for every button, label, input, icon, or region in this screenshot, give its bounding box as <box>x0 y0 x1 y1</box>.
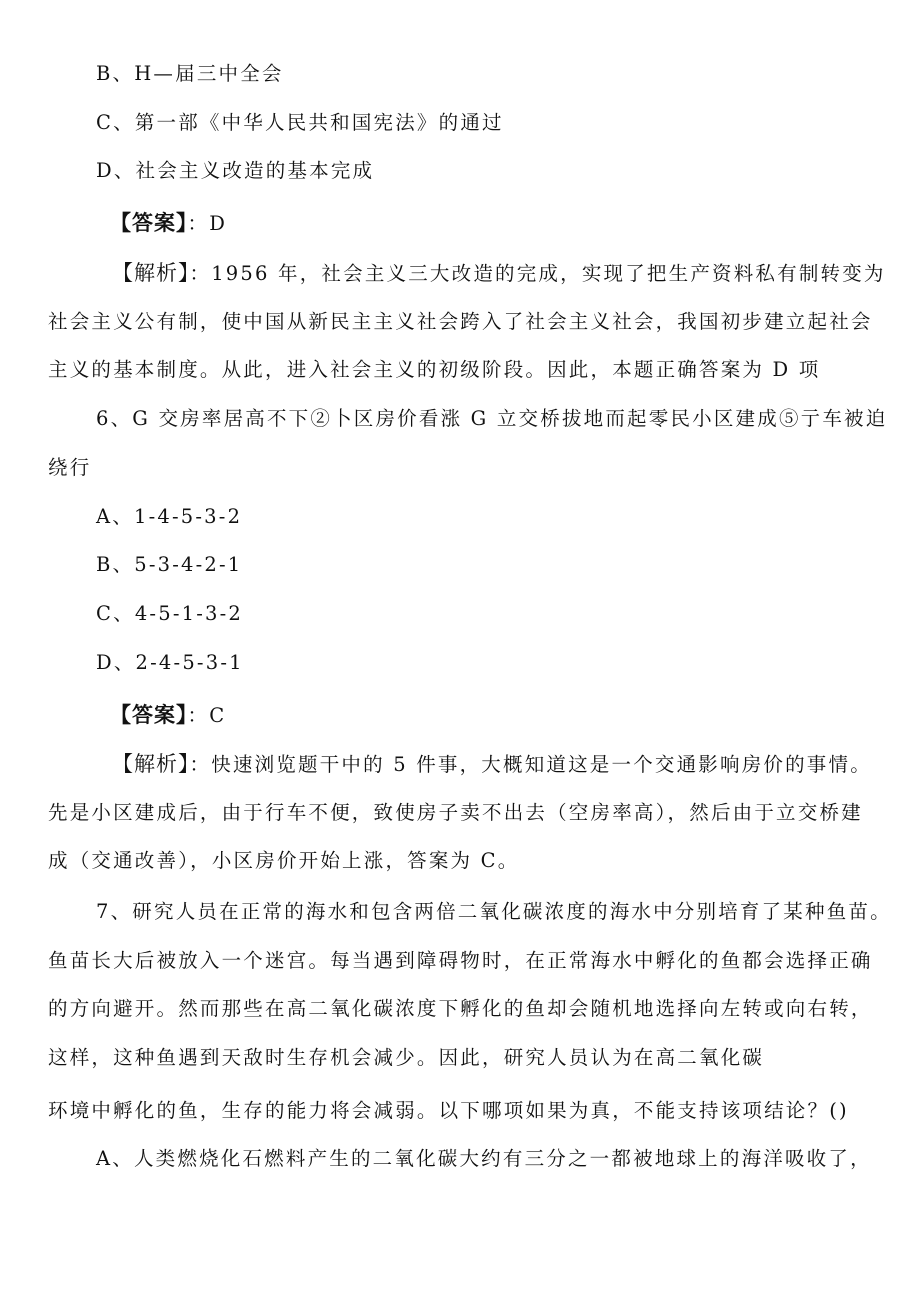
option-c: C、第一部《中华人民共和国宪法》的通过 <box>96 111 504 134</box>
analysis-text: 成（交通改善），小区房价开始上涨，答案为 C。 <box>48 849 520 872</box>
answer-line <box>110 702 226 729</box>
question-stem: 7、研究人员在正常的海水和包含两倍二氧化碳浓度的海水中分别培育了某种鱼苗。 <box>96 900 892 923</box>
question-stem: 绕行 <box>48 456 92 479</box>
question-stem: 鱼苗长大后被放入一个迷宫。每当遇到障碍物时，在正常海水中孵化的鱼都会选择正确 <box>48 949 873 972</box>
question-stem: 这样，这种鱼遇到天敌时生存机会减少。因此，研究人员认为在高二氧化碳 <box>48 1046 765 1069</box>
analysis-label: 【解析】 <box>112 752 190 776</box>
answer-label: 【答案】 <box>110 210 188 235</box>
analysis-text: 社会主义公有制，使中国从新民主主义社会跨入了社会主义社会，我国初步建立起社会 <box>48 310 873 333</box>
option-c: C、4-5-1-3-2 <box>96 602 244 625</box>
analysis-line <box>112 751 872 778</box>
option-a: A、人类燃烧化石燃料产生的二氧化碳大约有三分之一都被地球上的海洋吸收了， <box>96 1147 872 1170</box>
option-b: B、5-3-4-2-1 <box>96 553 243 576</box>
analysis-text: 先是小区建成后，由于行车不便，致使房子卖不出去（空房率高），然后由于立交桥建 <box>48 801 863 824</box>
answer-value: ：D <box>187 212 228 235</box>
analysis-label: 【解析】 <box>112 261 190 285</box>
analysis-line <box>112 260 886 287</box>
analysis-text: 主义的基本制度。从此，进入社会主义的初级阶段。因此，本题正确答案为 D 项 <box>48 358 821 381</box>
option-b: B、H—届三中全会 <box>96 62 284 85</box>
analysis-text: ：快速浏览题干中的 5 件事，大概知道这是一个交通影响房价的事情。 <box>189 753 872 776</box>
option-d: D、2-4-5-3-1 <box>96 651 244 674</box>
option-d: D、社会主义改造的基本完成 <box>96 159 375 182</box>
question-stem: 的方向避开。然而那些在高二氧化碳浓度下孵化的鱼却会随机地选择向左转或向右转， <box>48 997 873 1020</box>
answer-line <box>110 210 227 237</box>
answer-value: ：C <box>187 704 227 727</box>
answer-label: 【答案】 <box>110 702 188 727</box>
question-stem: 6、G 交房率居高不下②卜区房价看涨 G 立交桥拔地而起零民小区建成⑤亍车被迫 <box>96 407 888 430</box>
analysis-text: ：1956 年，社会主义三大改造的完成，实现了把生产资料私有制转变为 <box>189 262 886 285</box>
question-stem: 环境中孵化的鱼，生存的能力将会减弱。以下哪项如果为真，不能支持该项结论？() <box>48 1099 849 1122</box>
option-a: A、1-4-5-3-2 <box>96 505 243 528</box>
